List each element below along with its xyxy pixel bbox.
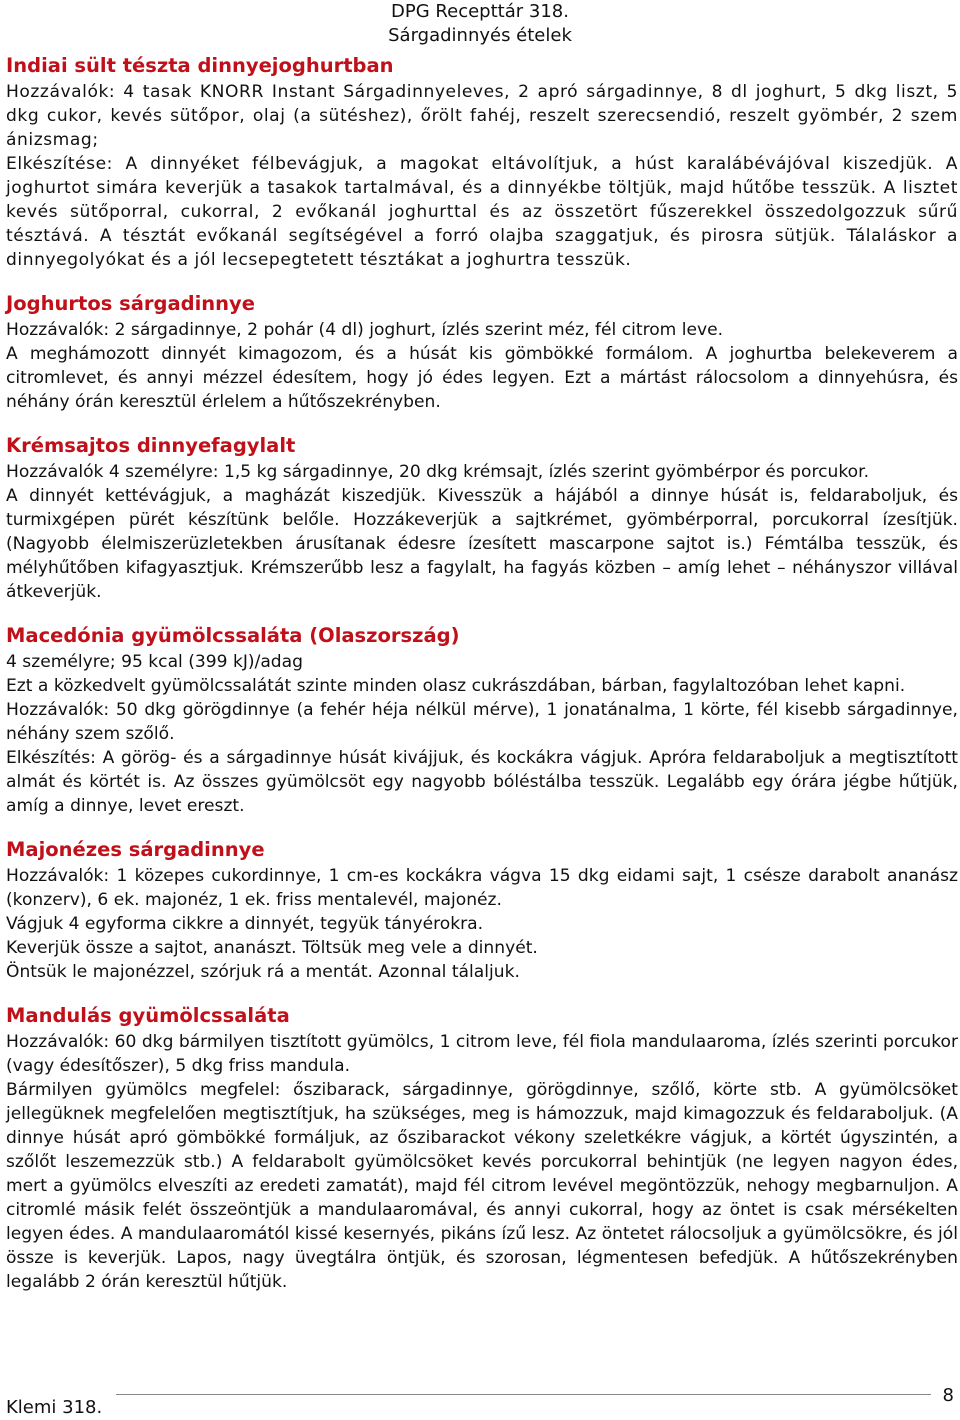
recipe-title: Mandulás gyümölcssaláta (6, 1004, 290, 1027)
recipe-ingredients: Hozzávalók 4 személyre: 1,5 kg sárgadinnye, 20 dkg krémsajt, ízlés szerint gyömbérpor és porcukor. (6, 462, 869, 482)
recipe-ingredients: Hozzávalók: 1 közepes cukordinnye, 1 cm-es kockákra vágva 15 dkg eidami sajt, 1 csésze darabolt ananász (konzerv), 6 ek. majonéz, 1 ek. friss mentalevél, majonéz. (6, 866, 958, 910)
recipe-mandulas (6, 1002, 958, 1294)
recipe-step: Keverjük össze a sajtot, ananászt. Töltsük meg vele a dinnyét. (6, 938, 538, 958)
recipe-ingredients: Hozzávalók: 60 dkg bármilyen tisztított gyümölcs, 1 citrom leve, fél fiola mandulaaroma, ízlés szerinti porcukor (vagy édesítőszer), 5 dkg friss mandula. (6, 1032, 958, 1076)
recipe-title: Majonézes sárgadinnye (6, 838, 265, 861)
recipe-macedonia (6, 622, 958, 818)
header-subtitle: Sárgadinnyés ételek (388, 25, 572, 46)
recipe-kremsajtos (6, 432, 958, 604)
recipe-method: A meghámozott dinnyét kimagozom, és a húsát kis gömbökké formálom. A joghurtba belekeverem a citromlevet, és annyi mézzel édesítem, hogy jó édes legyen. Ezt a mártást rálocsolom a dinnyehúsra, és néhány órán keresztül érlelem a hűtőszekrényben. (6, 344, 958, 412)
recipe-title: Macedónia gyümölcssaláta (Olaszország) (6, 624, 460, 647)
recipe-ingredients: Hozzávalók: 50 dkg görögdinnye (a fehér héja nélkül mérve), 1 jonatánalma, 1 körte, fél kisebb sárgadinnye, néhány szem szőlő. (6, 700, 958, 744)
recipe-servings: 4 személyre; 95 kcal (399 kJ)/adag (6, 652, 303, 672)
page-number: 8 (942, 1385, 954, 1406)
page-header (0, 0, 960, 48)
recipe-step: Öntsük le majonézzel, szórjuk rá a mentát. Azonnal tálaljuk. (6, 962, 520, 982)
recipe-method: Bármilyen gyümölcs megfelel: őszibarack, sárgadinnye, görögdinnye, szőlő, körte stb. A gyümölcsöket jellegüknek megfelelően megtisztítjuk, ha szükséges, meg is hámozzuk, majd kimagozzuk és feldaraboljuk. (A dinnye húsát apró gömbökké formáljuk, az őszibarackot vékony szeletkékre vágjuk, a körtét úgyszintén, a szőlőt leszemezzük stb.) A feldarabolt gyümölcsöket kevés porcukorral behintjük (ne legyen nagyon édes, mert a gyümölcs elveszíti az eredeti zamatát), majd fél citrom levével megöntözzük, nehogy megbarnuljon. A citromlé másik felét összeöntjük a mandulaaromával, és annyi cukorral, hogy az öntet is csak mérsékelten legyen édes. A mandulaaromától kissé kesernyés, pikáns ízű lesz. Az öntetet rálocsoljuk a gyümölcsökre, és jól össze is keverjük. Lapos, nagy üvegtálra öntjük, és szorosan, légmentesen befedjük. A hűtőszekrényben legalább 2 órán keresztül hűtjük. (6, 1080, 958, 1292)
recipe-ingredients: Hozzávalók: 4 tasak KNORR Instant Sárgadinnyeleves, 2 apró sárgadinnye, 8 dl joghurt, 5 dkg liszt, 5 dkg cukor, kevés sütőpor, olaj (a sütéshez), őrölt fahéj, reszelt szerecsendió, reszelt gyömbér, 2 szem ánizsmag; (6, 82, 958, 150)
recipe-method: A dinnyét kettévágjuk, a magházát kiszedjük. Kivesszük a hájából a dinnye húsát is, feldaraboljuk, és turmixgépen pürét készítünk belőle. Hozzákeverjük a sajtkrémet, gyömbérporral, porcukorral ízesítjük. (Nagyobb élelmiszerüzletekben árusítanak édesre ízesített mascarpone sajtot is.) Fémtálba tesszük, és mélyhűtőben kifagyasztjuk. Krémszerűbb lesz a fagylalt, ha fagyás közben – amíg lehet – néhányszor villával átkeverjük. (6, 486, 958, 602)
recipe-method: Elkészítés: A görög- és a sárgadinnye húsát kivájjuk, és kockákra vágjuk. Apróra feldaraboljuk a megtisztított almát és körtét is. Az összes gyümölcsöt egy nagyobb bóléstálba tesszük. Legalább egy órára jégbe hűtjük, amíg a dinnye, levet ereszt. (6, 748, 958, 816)
recipe-content (6, 52, 958, 1294)
recipe-step: Vágjuk 4 egyforma cikkre a dinnyét, tegyük tányérokra. (6, 914, 484, 934)
recipe-intro: Ezt a közkedvelt gyümölcssalátát szinte minden olasz cukrászdában, bárban, fagylaltozóban lehet kapni. (6, 676, 906, 696)
page-footer (6, 1385, 958, 1418)
header-title: DPG Recepttár 318. (391, 1, 569, 22)
recipe-majonezes (6, 836, 958, 984)
recipe-indiai (6, 52, 958, 272)
recipe-joghurtos (6, 290, 958, 414)
recipe-title: Krémsajtos dinnyefagylalt (6, 434, 296, 457)
footer-source: Klemi 318. (6, 1397, 103, 1418)
recipe-title: Joghurtos sárgadinnye (6, 292, 255, 315)
recipe-title: Indiai sült tészta dinnyejoghurtban (6, 54, 394, 77)
recipe-ingredients: Hozzávalók: 2 sárgadinnye, 2 pohár (4 dl) joghurt, ízlés szerint méz, fél citrom leve. (6, 320, 724, 340)
footer-divider (116, 1394, 931, 1395)
recipe-method: Elkészítése: A dinnyéket félbevágjuk, a magokat eltávolítjuk, a húst karalábévájóval kiszedjük. A joghurtot simára keverjük a tasakok tartalmával, és a dinnyékbe töltjük, majd hűtőbe tesszük. A lisztet kevés sütőporral, cukorral, 2 evőkanál joghurttal és az összetört fűszerekkel összedolgozzuk sűrű tésztává. A tésztát evőkanál segítségével a forró olajba szaggatjuk, és pirosra sütjük. Tálaláskor a dinnyegolyókat és a jól lecsepegtetett tésztákat a joghurtra tesszük. (6, 154, 958, 270)
